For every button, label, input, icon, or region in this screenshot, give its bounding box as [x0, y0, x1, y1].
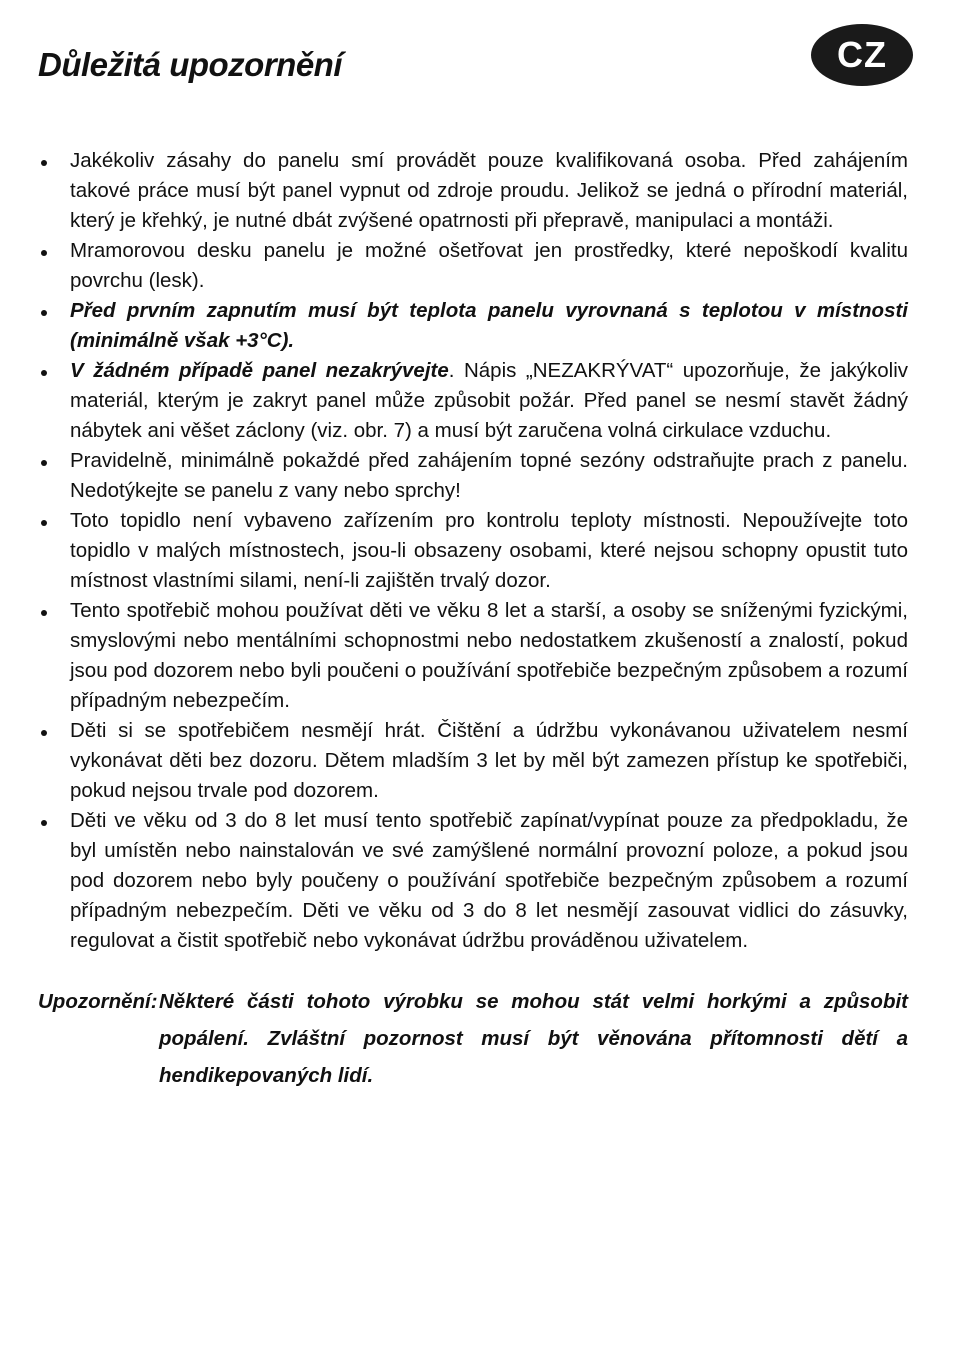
bullet-icon: [41, 310, 47, 316]
list-item-text: . Nápis „NEZAKRÝVAT“ upozorňuje, že jakýkoliv materiál, kterým je zakryt panel může způsobit požár. Před panel se nesmí stavět žádný nábytek ani věšet záclony (viz. obr. 7) a musí být zaručena volná cirkulace vzduchu.: [70, 359, 909, 442]
bullet-icon: [41, 610, 47, 616]
list-item: [38, 716, 908, 806]
list-item-text: Pravidelně, minimálně pokaždé před zahájením topné sezóny odstraňujte prach z panelu. Nedotýkejte se panelu z vany nebo sprchy!: [70, 449, 908, 502]
list-item-text: Děti ve věku od 3 do 8 let musí tento spotřebič zapínat/vypínat pouze za předpokladu, že byl umístěn nebo nainstalován ve své zamýšlené normální provozní poloze, a pokud jsou pod dozorem nebo byly poučeny o používání spotřebiče bezpečným způsobem a rozumí případným nebezpečím. Děti ve věku od 3 do 8 let nesmějí zasouvat vidlici do zásuvky, regulovat a čistit spotřebič nebo vykonávat údržbu prováděnou uživatelem.: [70, 809, 908, 952]
bullet-icon: [41, 520, 47, 526]
list-item: [38, 236, 908, 296]
list-item-emphasis: V žádném případě panel nezakrývejte: [70, 359, 449, 382]
warning-text: Některé části tohoto výrobku se mohou stát velmi horkými a způsobit popálení. Zvláštní pozornost musí být věnována přítomnosti dětí a hendikepovaných lidí.: [159, 990, 908, 1087]
list-item: [38, 506, 908, 596]
list-item: [38, 446, 908, 506]
bullet-icon: [41, 460, 47, 466]
list-item-text: Děti si se spotřebičem nesmějí hrát. Čištění a údržbu vykonávanou uživatelem nesmí vykonávat děti bez dozoru. Dětem mladším 3 let by měl být zamezen přístup ke spotřebiči, pokud nejsou trvale pod dozorem.: [70, 719, 908, 802]
bullet-icon: [41, 160, 47, 166]
list-item-text: Tento spotřebič mohou používat děti ve věku 8 let a starší, a osoby se sníženými fyzickými, smyslovými nebo mentálními schopnostmi nebo nedostatkem zkušeností a znalostí, pokud jsou pod dozorem nebo byli poučeni o používání spotřebiče bezpečným způsobem a rozumí případným nebezpečím.: [70, 599, 908, 712]
list-item: [38, 806, 908, 956]
bullet-icon: [41, 250, 47, 256]
list-item-text: Mramorovou desku panelu je možné ošetřovat jen prostředky, které nepoškodí kvalitu povrchu (lesk).: [70, 239, 908, 292]
warning-label: Upozornění:: [38, 990, 158, 1013]
list-item-text: Jakékoliv zásahy do panelu smí provádět pouze kvalifikovaná osoba. Před zahájením takové práce musí být panel vypnut od zdroje proudu. Jelikož se jedná o přírodní materiál, který je křehký, je nutné dbát zvýšené opatrnosti při přepravě, manipulaci a montáži.: [70, 149, 908, 232]
bullet-icon: [41, 730, 47, 736]
list-item: [38, 356, 908, 446]
page-title: Důležitá upozornění: [38, 46, 342, 83]
language-badge: CZ: [811, 24, 913, 86]
warning-block: [38, 983, 908, 1094]
list-item-text: Toto topidlo není vybaveno zařízením pro kontrolu teploty místnosti. Nepoužívejte toto topidlo v malých místnostech, jsou-li obsazeny osobami, které nejsou schopny opustit tuto místnost vlastními silami, není-li zajištěn trvalý dozor.: [70, 509, 908, 592]
list-item-emphasis: Před prvním zapnutím musí být teplota panelu vyrovnaná s teplotou v místnosti (minimálně však +3°C).: [70, 299, 908, 352]
bullet-icon: [41, 820, 47, 826]
bullet-icon: [41, 370, 47, 376]
safety-notice-list: [38, 146, 908, 956]
list-item: [38, 296, 908, 356]
list-item: [38, 596, 908, 716]
list-item: [38, 146, 908, 236]
